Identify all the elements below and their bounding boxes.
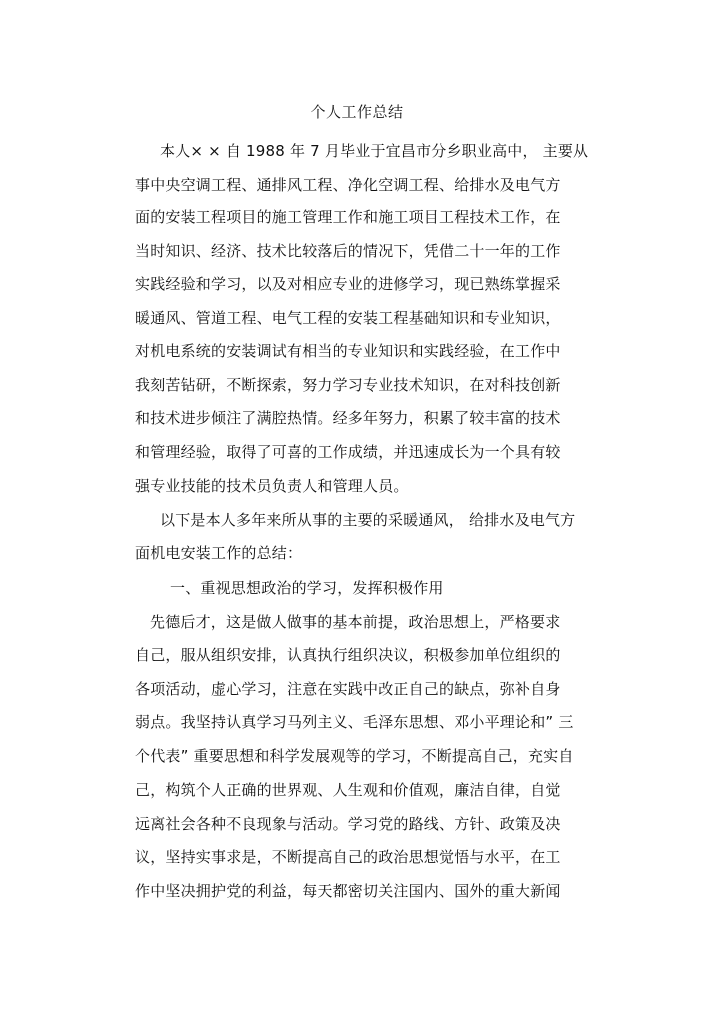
paragraph-line: 对机电系统的安装调试有相当的专业知识和实践经验，在工作中: [135, 342, 561, 360]
paragraph-line: 个代表” 重要思想和科学发展观等的学习，不断提高自己，充实自: [135, 747, 574, 765]
document-title: 个人工作总结: [310, 103, 404, 121]
paragraph-line: 事中央空调工程、通排风工程、净化空调工程、给排水及电气方: [135, 176, 561, 194]
paragraph-line: 实践经验和学习，以及对相应专业的进修学习，现已熟练掌握采: [135, 275, 561, 293]
paragraph-line: 以下是本人多年来所从事的主要的采暖通风， 给排水及电气方: [160, 511, 576, 529]
paragraph-line: 己，构筑个人正确的世界观、人生观和价值观，廉洁自律，自觉: [135, 781, 561, 799]
paragraph-line: 当时知识、经济、技术比较落后的情况下，凭借二十一年的工作: [135, 242, 561, 260]
paragraph-line: 强专业技能的技术员负责人和管理人员。: [135, 477, 409, 495]
paragraph-line: 自己，服从组织安排，认真执行组织决议，积极参加单位组织的: [135, 646, 561, 664]
paragraph-line: 和技术进步倾注了满腔热情。经多年努力，积累了较丰富的技术: [135, 409, 561, 427]
paragraph-line: 本人× × 自 1988 年 7 月毕业于宜昌市分乡职业高中， 主要从: [160, 142, 589, 160]
paragraph-line: 面的安装工程项目的施工管理工作和施工项目工程技术工作，在: [135, 208, 561, 226]
paragraph-line: 各项活动，虚心学习，注意在实践中改正自己的缺点，弥补自身: [135, 680, 561, 698]
section-heading: 一、重视思想政治的学习，发挥积极作用: [170, 579, 444, 597]
paragraph-line: 议，坚持实事求是，不断提高自己的政治思想觉悟与水平，在工: [135, 848, 561, 866]
paragraph-line: 暖通风、管道工程、电气工程的安装工程基础知识和专业知识，: [135, 309, 561, 327]
paragraph-line: 我刻苦钻研，不断探索，努力学习专业技术知识，在对科技创新: [135, 376, 561, 394]
paragraph-line: 弱点。我坚持认真学习马列主义、毛泽东思想、邓小平理论和” 三: [135, 713, 574, 731]
paragraph-line: 远离社会各种不良现象与活动。学习党的路线、方针、政策及决: [135, 815, 561, 833]
paragraph-line: 和管理经验，取得了可喜的工作成绩，并迅速成长为一个具有较: [135, 443, 561, 461]
paragraph-line: 面机电安装工作的总结：: [135, 544, 303, 562]
paragraph-line: 作中坚决拥护党的利益，每天都密切关注国内、国外的重大新闻: [135, 882, 561, 900]
paragraph-line: 先德后才，这是做人做事的基本前提，政治思想上，严格要求: [150, 613, 561, 631]
